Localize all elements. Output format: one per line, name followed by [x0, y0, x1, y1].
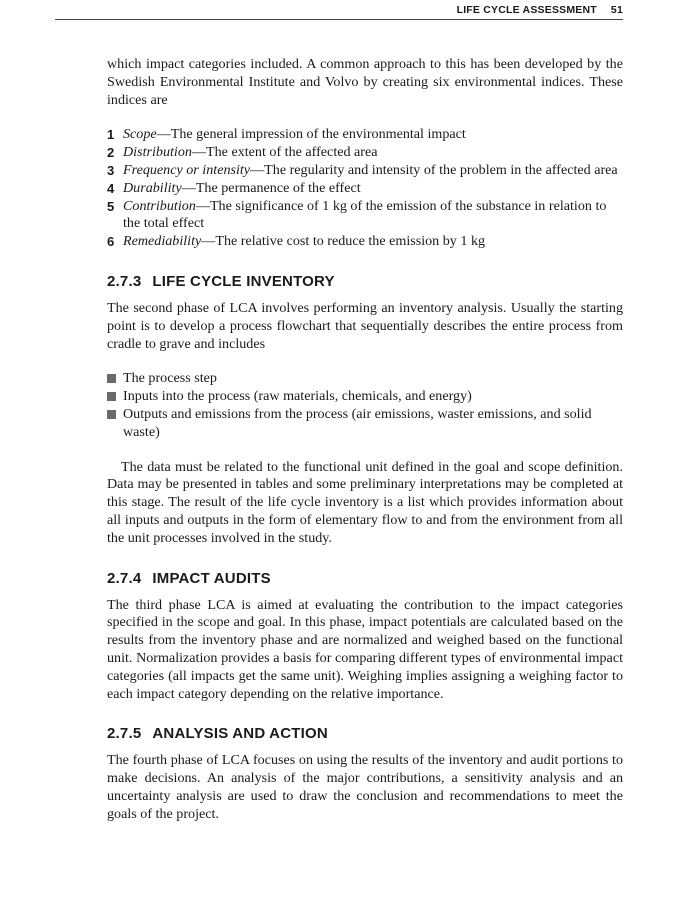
running-header: [55, 4, 623, 20]
list-item: [107, 198, 623, 234]
square-bullet-icon: [107, 392, 116, 401]
section-heading-2-7-4: [107, 570, 623, 588]
item-term: Frequency or intensity: [123, 161, 251, 178]
item-term: Distribution: [123, 144, 192, 161]
page-body: [107, 56, 623, 824]
list-item: [107, 144, 623, 162]
environmental-indices-list: [107, 126, 623, 251]
section-2-7-4-paragraph: The third phase LCA is aimed at evaluating the contribution to the impact categories specified in the scope and goal. In this phase, impact potentials are calculated based on the results from the inventory phase and are normalized and weighed based on the functional unit. Normalization provides a basis for comparing different types of environmental impact categories (all impacts get the same unit). Weighing implies assigning a weighing factor to each impact category depending on the relative importance.: [107, 596, 623, 702]
item-term: Scope: [123, 126, 157, 143]
list-item: [107, 370, 623, 388]
square-bullet-icon: [107, 374, 116, 383]
item-description: —The significance of 1 kg of the emission of the substance in relation to the total effect: [123, 197, 607, 232]
item-number: 6: [107, 234, 115, 250]
item-number: 3: [107, 162, 115, 178]
item-description: —The relative cost to reduce the emission by 1 kg: [201, 233, 486, 250]
page-number: 51: [610, 4, 623, 16]
bullet-text: The process step: [123, 370, 217, 387]
section-2-7-3-paragraph-2: The data must be related to the functional unit defined in the goal and scope definition. Data may be presented in tables and some preliminary interpretations may be completed at this stage. The result of the life cycle inventory is a list which provides information about all inputs and outputs in the form of elementary flow to and from the environment from all the unit processes involved in the study.: [107, 458, 623, 546]
section-title: ANALYSIS AND ACTION: [152, 725, 328, 743]
item-description: —The extent of the affected area: [191, 144, 378, 161]
square-bullet-icon: [107, 410, 116, 419]
item-number: 1: [107, 127, 115, 143]
bullet-text: Outputs and emissions from the process (air emissions, waster emissions, and solid waste): [123, 405, 592, 440]
item-term: Contribution: [123, 197, 196, 214]
running-header-title: LIFE CYCLE ASSESSMENT: [456, 4, 597, 16]
list-item: [107, 180, 623, 198]
item-description: —The general impression of the environmental impact: [156, 126, 466, 143]
list-item: [107, 233, 623, 251]
list-item: [107, 388, 623, 406]
item-term: Remediability: [123, 233, 202, 250]
section-number: 2.7.3: [107, 272, 142, 290]
section-2-7-3-paragraph-1: The second phase of LCA involves performing an inventory analysis. Usually the starting point is to develop a process flowchart that sequentially describes the entire process from cradle to grave and includes: [107, 299, 623, 352]
bullet-text: Inputs into the process (raw materials, chemicals, and energy): [123, 388, 472, 405]
section-heading-2-7-5: [107, 725, 623, 743]
inventory-bullet-list: [107, 370, 623, 441]
section-heading-2-7-3: [107, 273, 623, 291]
list-item: [107, 162, 623, 180]
item-term: Durability: [123, 179, 182, 196]
item-description: —The permanence of the effect: [181, 179, 361, 196]
item-number: 2: [107, 145, 115, 161]
list-item: [107, 126, 623, 144]
intro-paragraph: which impact categories included. A common approach to this has been developed by the Swedish Environmental Institute and Volvo by creating six environmental indices. These indices are: [107, 56, 623, 108]
section-number: 2.7.4: [107, 569, 142, 587]
section-number: 2.7.5: [107, 725, 142, 743]
item-description: —The regularity and intensity of the problem in the affected area: [250, 161, 618, 178]
item-number: 5: [107, 198, 115, 214]
item-number: 4: [107, 180, 115, 196]
section-title: LIFE CYCLE INVENTORY: [152, 272, 335, 290]
list-item: [107, 406, 623, 442]
section-title: IMPACT AUDITS: [152, 569, 271, 587]
section-2-7-5-paragraph: The fourth phase of LCA focuses on using the results of the inventory and audit portions to make decisions. An analysis of the major contributions, a sensitivity analysis and an uncertainty analysis are used to draw the conclusion and recommendations to meet the goals of the project.: [107, 752, 623, 822]
